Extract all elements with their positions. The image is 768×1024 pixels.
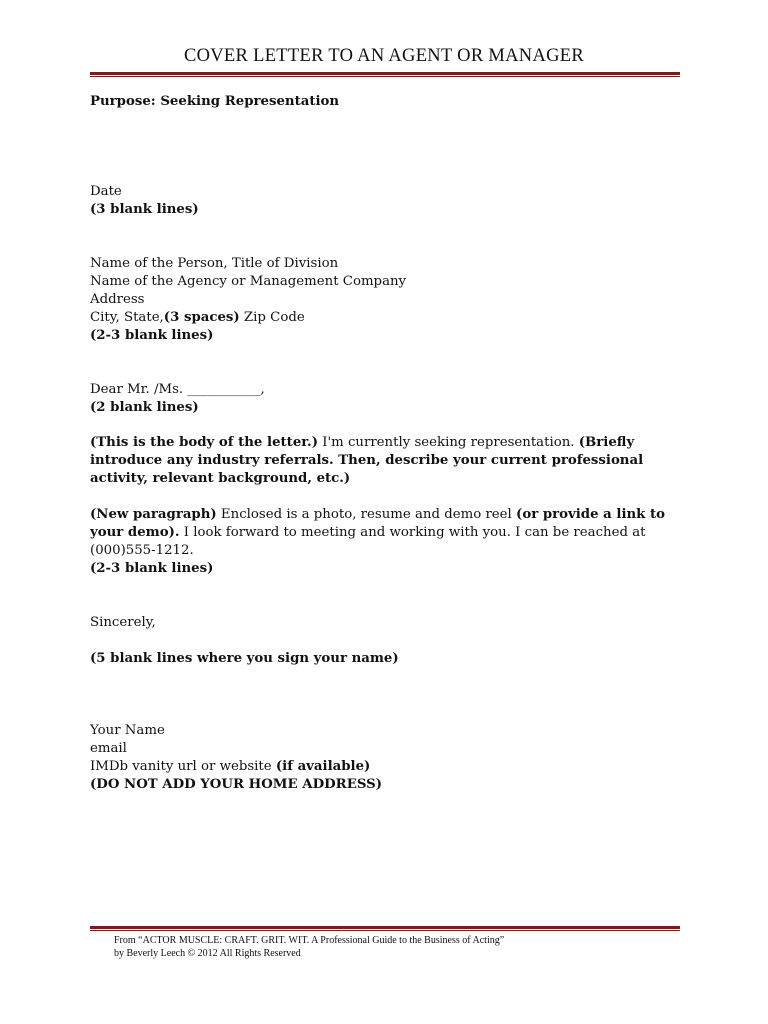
city-state: City, State, (90, 310, 164, 325)
closing-line: Sincerely, (90, 615, 156, 630)
imdb-note: (if available) (275, 759, 371, 774)
phone-line: (000)555-1212. (90, 543, 194, 558)
page-title: COVER LETTER TO AN AGENT OR MANAGER (183, 46, 585, 66)
spaces-note: (3 spaces) (163, 310, 240, 325)
header-divider (90, 72, 680, 77)
city-state-zip-line (90, 309, 690, 327)
footer-source-line: From “ACTOR MUSCLE: CRAFT. GRIT. WIT. A Professional Guide to the Business of Acting” (114, 935, 505, 946)
body-line-3: activity, relevant background, etc.) (90, 471, 351, 486)
link-note: (or provide a link to (516, 507, 666, 522)
address-line: Address (90, 292, 145, 307)
purpose-line: Purpose: Seeking Representation (90, 94, 340, 109)
enclosed-text: Enclosed is a photo, resume and demo reel (216, 507, 517, 522)
signature-spacing-note: (5 blank lines where you sign your name) (90, 651, 399, 666)
home-address-warning: (DO NOT ADD YOUR HOME ADDRESS) (90, 777, 383, 792)
salutation-line: Dear Mr. /Ms. ___________, (90, 382, 265, 397)
imdb-line (90, 758, 690, 776)
date-spacing-note: (3 blank lines) (90, 202, 199, 217)
imdb-text: IMDb vanity url or website (90, 759, 276, 774)
footer-copyright-line: by Beverly Leech © 2012 All Rights Reserved (114, 948, 301, 959)
address-spacing-note: (2-3 blank lines) (90, 328, 214, 343)
paragraph2-spacing-note: (2-3 blank lines) (90, 561, 214, 576)
forward-text: I look forward to meeting and working with you. I can be reached at (179, 525, 646, 540)
new-paragraph-note: (New paragraph) (90, 507, 217, 522)
zip-code: Zip Code (239, 310, 305, 325)
agency-line: Name of the Agency or Management Company (90, 274, 407, 289)
body-line-2: introduce any industry referrals. Then, describe your current professional (90, 453, 644, 468)
body-line-1 (90, 434, 690, 452)
paragraph2-line-1 (90, 506, 690, 524)
footer-divider (90, 926, 680, 931)
salutation-spacing-note: (2 blank lines) (90, 400, 199, 415)
body-brief-note: (Briefly (578, 435, 635, 450)
demo-note: your demo). (90, 525, 180, 540)
body-intro-note: (This is the body of the letter.) (90, 435, 318, 450)
paragraph2-line-2 (90, 524, 690, 542)
email-line: email (90, 741, 127, 756)
recipient-name-line: Name of the Person, Title of Division (90, 256, 339, 271)
date-line: Date (90, 184, 122, 199)
your-name-line: Your Name (90, 723, 165, 738)
body-text: I'm currently seeking representation. (317, 435, 579, 450)
